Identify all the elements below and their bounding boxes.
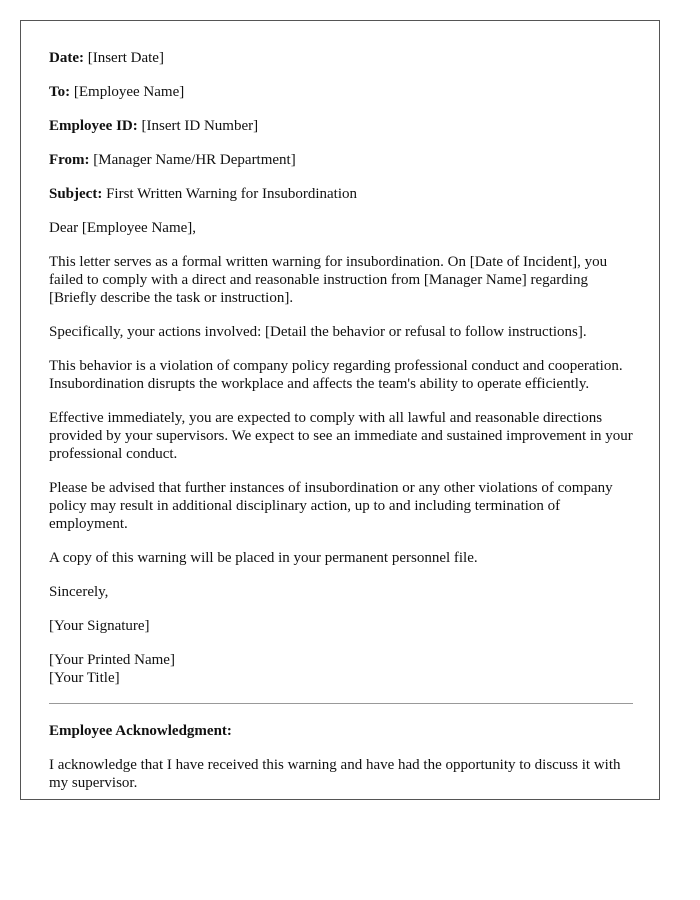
- subject-label: Subject:: [49, 186, 103, 202]
- to-value: [Employee Name]: [73, 84, 185, 100]
- signer-title: [Your Title]: [49, 670, 120, 686]
- sign-off: Sincerely,: [49, 584, 109, 600]
- section-divider: [49, 703, 633, 704]
- date-line: [49, 49, 633, 67]
- signer-block: [49, 651, 633, 687]
- paragraph-incident: This letter serves as a formal written warning for insubordination. On [Date of Incident], you failed to comply with a direct and reasonable instruction from [Manager Name] regarding [Briefly describe the task or instruction].: [49, 254, 608, 306]
- date-value: [Insert Date]: [87, 50, 164, 66]
- from-label: From:: [49, 152, 90, 168]
- employee-id-value: [Insert ID Number]: [141, 118, 259, 134]
- letter-page: [20, 20, 660, 800]
- paragraph-consequences: Please be advised that further instances of insubordination or any other violations of company policy may result in additional disciplinary action, up to and including termination of employment.: [49, 480, 613, 532]
- subject-line: [49, 185, 633, 203]
- acknowledgment-heading: Employee Acknowledgment:: [49, 723, 232, 739]
- from-line: [49, 151, 633, 169]
- paragraph-policy: This behavior is a violation of company policy regarding professional conduct and cooperation. Insubordination disrupts the workplace and affects the team's ability to operate efficiently.: [49, 358, 623, 392]
- from-value: [Manager Name/HR Department]: [93, 152, 296, 168]
- salutation: Dear [Employee Name],: [49, 220, 197, 236]
- date-label: Date:: [49, 50, 84, 66]
- letter-content: [49, 49, 633, 800]
- signature-placeholder: [Your Signature]: [49, 618, 150, 634]
- subject-value: First Written Warning for Insubordination: [106, 186, 358, 202]
- employee-id-label: Employee ID:: [49, 118, 138, 134]
- to-label: To:: [49, 84, 71, 100]
- paragraph-details: Specifically, your actions involved: [Detail the behavior or refusal to follow instructions].: [49, 324, 587, 340]
- employee-id-line: [49, 117, 633, 135]
- acknowledgment-text: I acknowledge that I have received this warning and have had the opportunity to discuss it with my supervisor.: [49, 757, 621, 791]
- printed-name: [Your Printed Name]: [49, 652, 175, 668]
- to-line: [49, 83, 633, 101]
- paragraph-expectations: Effective immediately, you are expected to comply with all lawful and reasonable directions provided by your supervisors. We expect to see an immediate and sustained improvement in your professional conduct.: [49, 410, 633, 462]
- paragraph-file-note: A copy of this warning will be placed in your permanent personnel file.: [49, 550, 478, 566]
